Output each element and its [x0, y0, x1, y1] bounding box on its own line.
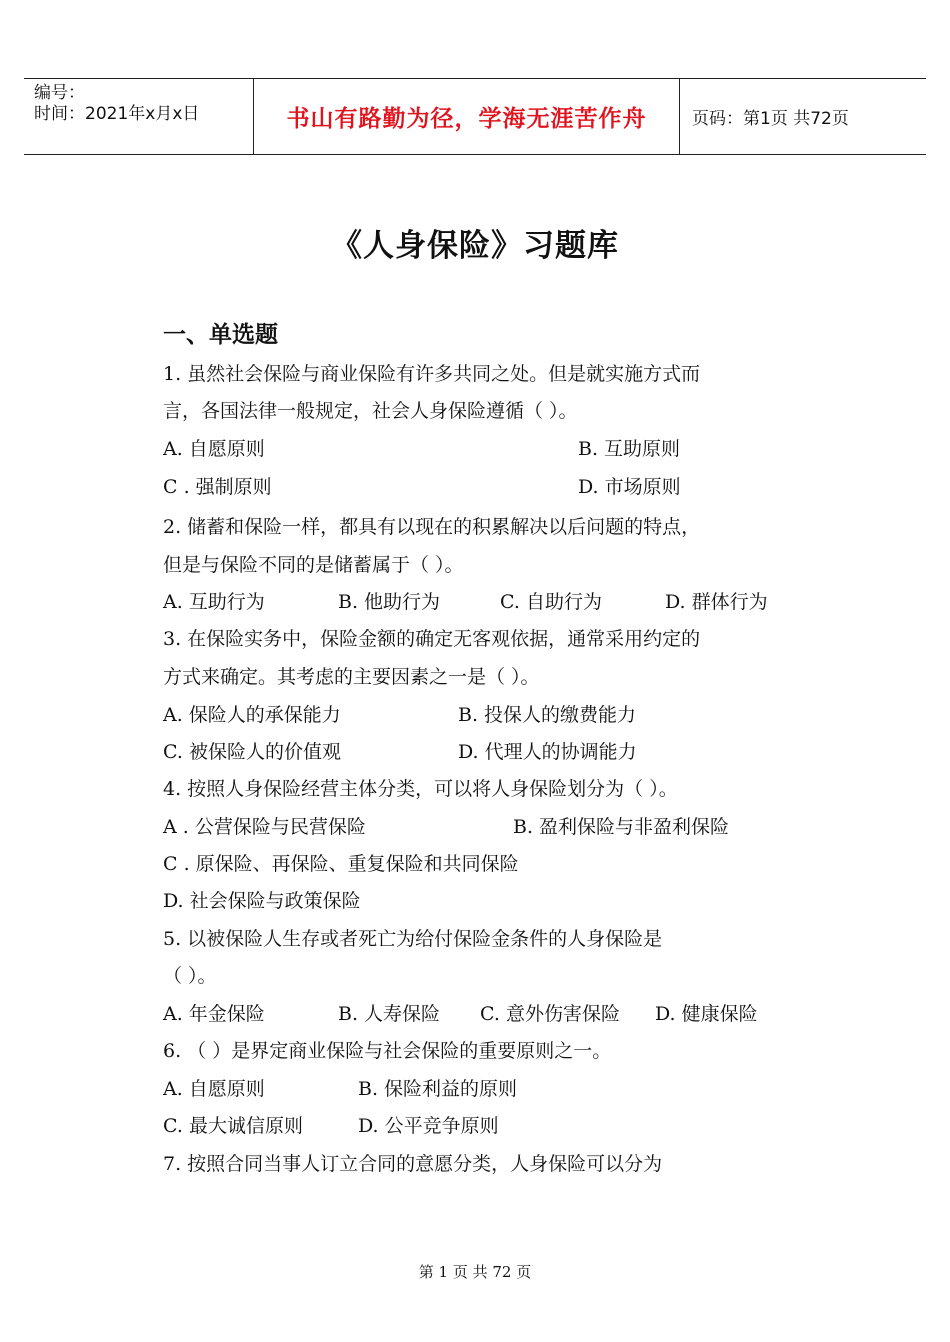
page-footer: 第 1 页 共 72 页 — [418, 1263, 532, 1281]
header-meta — [24, 79, 254, 154]
number-label: 编号： — [34, 83, 85, 103]
question-2-option-b: B. 他助行为 — [338, 591, 441, 613]
question-5-option-a: A. 年金保险 — [163, 1003, 265, 1025]
question-1-option-d: D. 市场原则 — [578, 476, 681, 498]
question-3-line-1: 3. 在保险实务中，保险金额的确定无客观依据，通常采用约定的 — [163, 628, 701, 650]
question-5-option-c: C. 意外伤害保险 — [480, 1003, 620, 1025]
question-5-line-1: 5. 以被保险人生存或者死亡为给付保险金条件的人身保险是 — [163, 928, 663, 950]
question-4-option-b: B. 盈利保险与非盈利保险 — [513, 816, 730, 838]
question-1-option-a: A. 自愿原则 — [163, 438, 265, 460]
question-3-option-a: A. 保险人的承保能力 — [163, 704, 341, 726]
question-6-option-b: B. 保险利益的原则 — [358, 1078, 518, 1100]
question-1-line-1: 1. 虽然社会保险与商业保险有许多共同之处。但是就实施方式而 — [163, 363, 701, 385]
question-2-option-d: D. 群体行为 — [665, 591, 768, 613]
question-2-line-2: 但是与保险不同的是储蓄属于（ ）。 — [163, 554, 464, 576]
question-5-option-b: B. 人寿保险 — [338, 1003, 441, 1025]
page-header — [24, 78, 926, 155]
question-3-option-c: C. 被保险人的价值观 — [163, 741, 341, 763]
question-2-option-a: A. 互助行为 — [163, 591, 265, 613]
question-3-option-d: D. 代理人的协调能力 — [458, 741, 637, 763]
question-3-option-b: B. 投保人的缴费能力 — [458, 704, 637, 726]
question-1-option-b: B. 互助原则 — [578, 438, 681, 460]
question-5-option-d: D. 健康保险 — [655, 1003, 758, 1025]
time-label: 时间：2021年x月x日 — [34, 104, 200, 124]
header-motto: 书山有路勤为径，学海无涯苦作舟 — [254, 79, 680, 154]
question-5-line-2: （ ）。 — [163, 965, 217, 987]
question-6-line-1: 6. （ ）是界定商业保险与社会保险的重要原则之一。 — [163, 1040, 612, 1062]
question-2-option-c: C. 自助行为 — [500, 591, 602, 613]
question-4-option-a: A . 公营保险与民营保险 — [163, 816, 366, 838]
question-1-line-2: 言，各国法律一般规定，社会人身保险遵循（ ）。 — [163, 400, 578, 422]
header-page-info: 页码：第1页 共72页 — [692, 109, 849, 129]
document-title: 《人身保险》习题库 — [331, 228, 619, 264]
question-1-option-c: C . 强制原则 — [163, 476, 272, 498]
question-6-option-d: D. 公平竞争原则 — [358, 1115, 499, 1137]
question-4-line-1: 4. 按照人身保险经营主体分类，可以将人身保险划分为（ ）。 — [163, 778, 678, 800]
question-3-line-2: 方式来确定。其考虑的主要因素之一是（ ）。 — [163, 666, 540, 688]
question-6-option-c: C. 最大诚信原则 — [163, 1115, 303, 1137]
question-6-option-a: A. 自愿原则 — [163, 1078, 265, 1100]
question-2-line-1: 2. 储蓄和保险一样，都具有以现在的积累解决以后问题的特点， — [163, 516, 701, 538]
question-4-option-c: C . 原保险、再保险、重复保险和共同保险 — [163, 853, 519, 875]
question-4-option-d: D. 社会保险与政策保险 — [163, 890, 361, 912]
section-heading: 一、单选题 — [163, 322, 278, 348]
question-7-line-1: 7. 按照合同当事人订立合同的意愿分类，人身保险可以分为 — [163, 1153, 663, 1175]
